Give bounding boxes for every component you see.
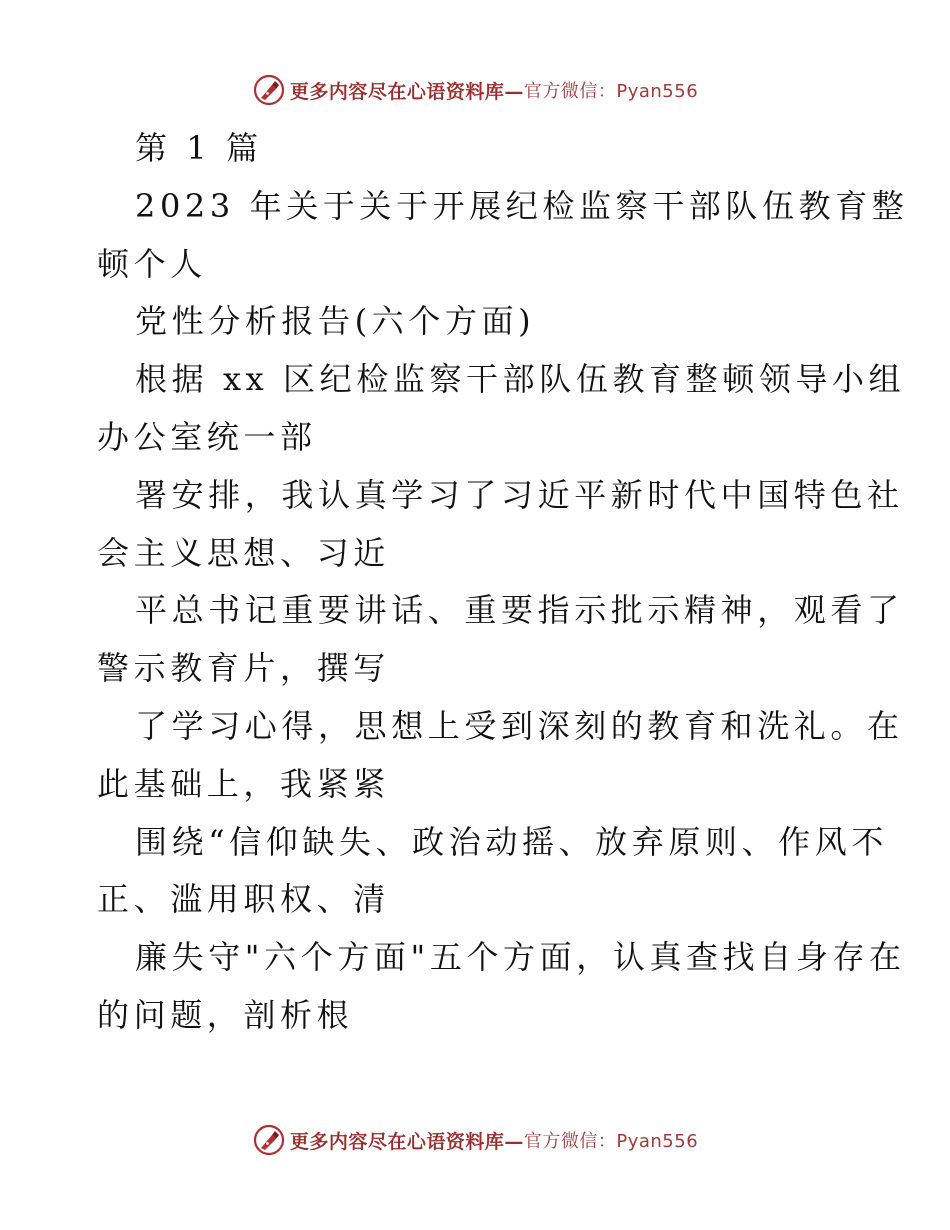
watermark-contact-text: 官方微信：Pyan556 (523, 81, 699, 102)
document-subtitle-line: 党性分析报告(六个方面) (135, 302, 536, 341)
document-body (97, 120, 909, 1045)
paragraph-line: 办公室统一部 (97, 417, 317, 456)
paragraph-line: 平总书记重要讲话、重要指示批示精神，观看了 (135, 591, 904, 630)
document-title-line: 顿个人 (97, 244, 207, 283)
paragraph-line: 署安排，我认真学习了习近平新时代中国特色社 (135, 475, 904, 514)
watermark-contact-text: 官方微信：Pyan556 (523, 1131, 699, 1152)
footer-watermark (0, 1120, 950, 1160)
paragraph-line: 廉失守"六个方面"五个方面，认真查找自身存在 (135, 938, 906, 977)
paragraph-line: 了学习心得，思想上受到深刻的教育和洗礼。在 (135, 706, 904, 745)
section-heading: 第 1 篇 (135, 129, 263, 167)
paragraph-line: 会主义思想、习近 (97, 533, 390, 572)
pen-nib-logo-icon (252, 73, 286, 107)
paragraph-line: 此基础上，我紧紧 (97, 764, 390, 803)
paragraph-line: 警示教育片，撰写 (97, 649, 390, 688)
pen-nib-logo-icon (252, 1123, 286, 1157)
paragraph-line: 根据 xx 区纪检监察干部队伍教育整顿领导小组 (135, 360, 906, 399)
watermark-site-text: 更多内容尽在心语资料库— (289, 1130, 524, 1153)
header-watermark (0, 70, 950, 110)
document-title-line: 2023 年关于关于开展纪检监察干部队伍教育整 (135, 186, 909, 225)
watermark-site-text: 更多内容尽在心语资料库— (289, 80, 524, 103)
paragraph-line: 的问题，剖析根 (97, 995, 354, 1034)
paragraph-line: 围绕“信仰缺失、政治动摇、放弃原则、作风不 (135, 822, 888, 861)
paragraph-line: 正、滥用职权、清 (97, 880, 390, 919)
